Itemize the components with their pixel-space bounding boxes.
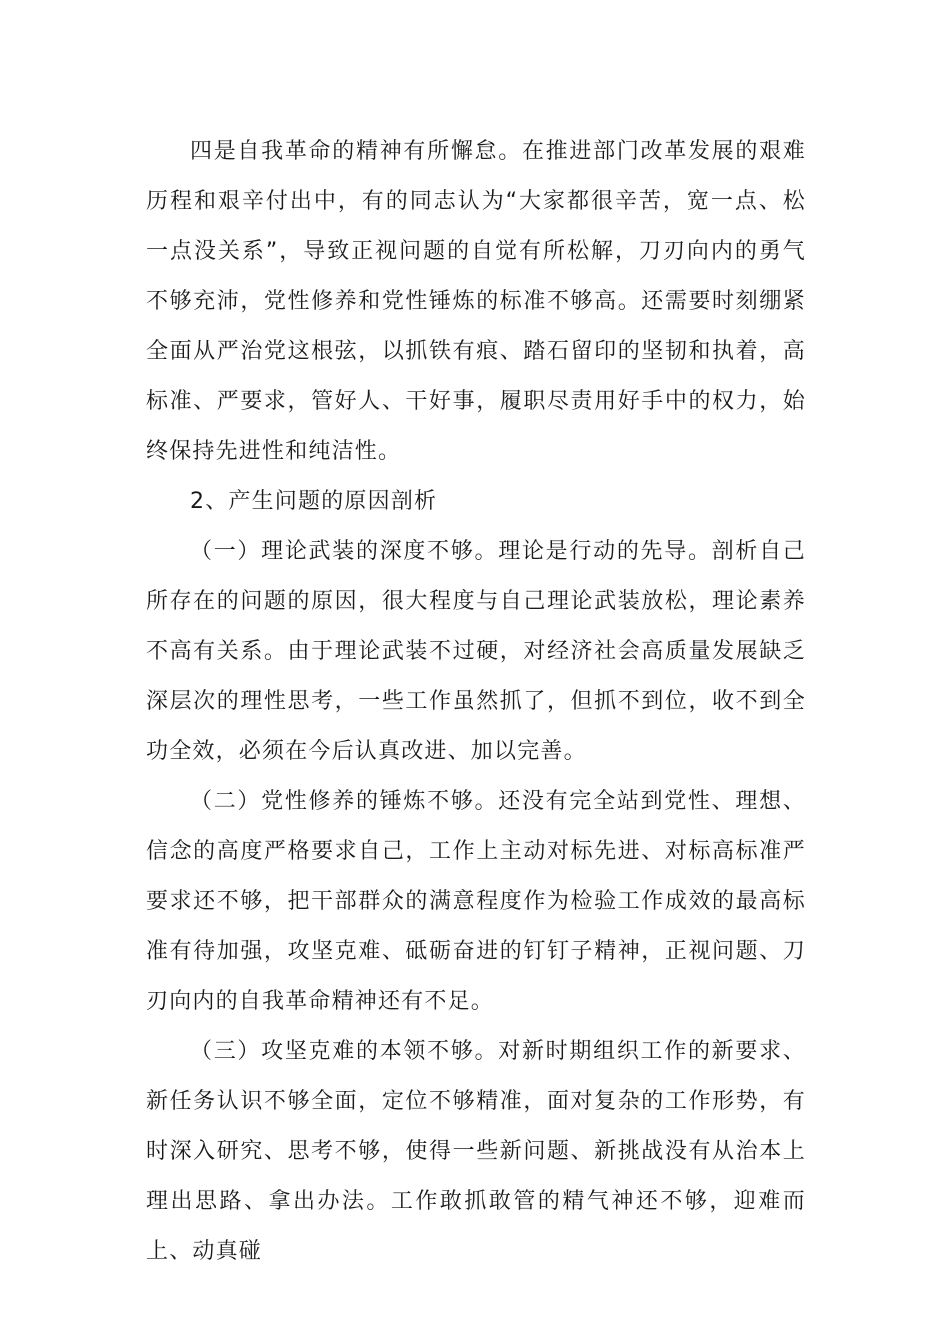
paragraph-tackling-difficulties: （三）攻坚克难的本领不够。对新时期组织工作的新要求、新任务认识不够全面，定位不够精准，面对复杂的工作形势，有时深入研究、思考不够，使得一些新问题、新挑战没有从治本上理出思路、拿出办法。工作敢抓敢管的精气神还不够，迎难而上、动真碰 (146, 1039, 806, 1264)
paragraph-theory-armament: （一）理论武装的深度不够。理论是行动的先导。剖析自己所存在的问题的原因，很大程度与自己理论武装放松，理论素养不高有关系。由于理论武装不过硬，对经济社会高质量发展缺乏深层次的理性思考，一些工作虽然抓了，但抓不到位，收不到全功全效，必须在今后认真改进、加以完善。 (146, 539, 806, 764)
paragraph-party-cultivation: （二）党性修养的锤炼不够。还没有完全站到党性、理想、信念的高度严格要求自己，工作上主动对标先进、对标高标准严要求还不够，把干部群众的满意程度作为检验工作成效的最高标准有待加强，攻坚克难、砥砺奋进的钉钉子精神，正视问题、刀刃向内的自我革命精神还有不足。 (146, 789, 806, 1014)
paragraph-self-revolution: 四是自我革命的精神有所懈怠。在推进部门改革发展的艰难历程和艰辛付出中，有的同志认为“大家都很辛苦，宽一点、松一点没关系”，导致正视问题的自觉有所松解，刀刃向内的勇气不够充沛，党性修养和党性锤炼的标准不够高。还需要时刻绷紧全面从严治党这根弦，以抓铁有痕、踏石留印的坚韧和执着，高标准、严要求，管好人、干好事，履职尽责用好手中的权力，始终保持先进性和纯洁性。 (146, 139, 806, 464)
section-heading-cause-analysis: 2、产生问题的原因剖析 (190, 489, 438, 514)
document-body (146, 127, 806, 1277)
